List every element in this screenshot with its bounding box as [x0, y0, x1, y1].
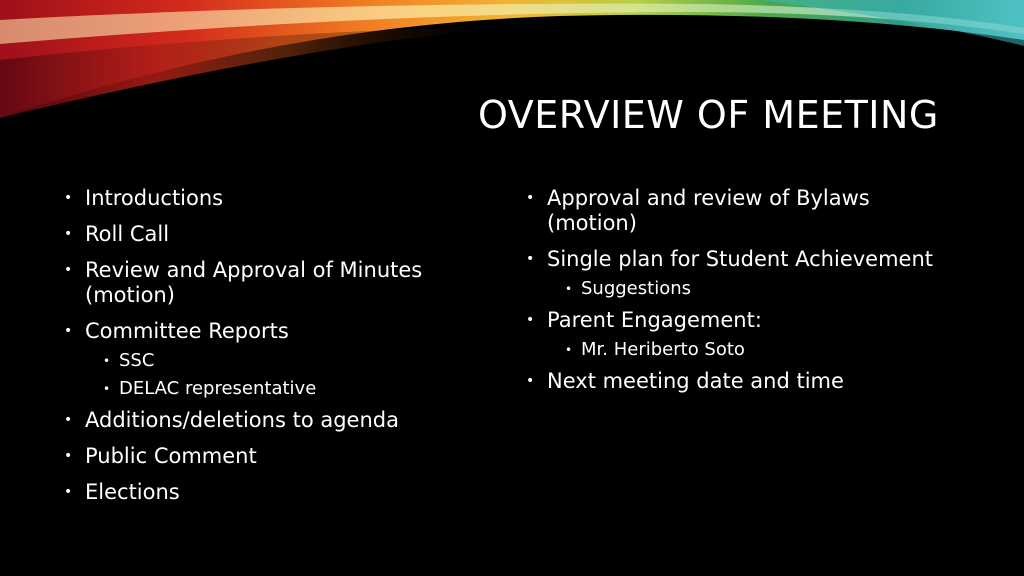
bullet-icon: •: [526, 251, 535, 267]
bullet-icon: •: [526, 373, 535, 389]
list-item-label: Additions/deletions to agenda: [85, 408, 399, 432]
sub-list: [547, 339, 944, 361]
list-item: [62, 258, 482, 308]
list-item: [62, 222, 482, 247]
list-item-label: Introductions: [85, 186, 224, 210]
bullet-icon: •: [64, 448, 73, 464]
list-item: [62, 444, 482, 469]
list-item-label: Next meeting date and time: [547, 369, 844, 393]
bullet-icon: •: [526, 190, 535, 206]
list-item-label: Single plan for Student Achievement: [547, 247, 934, 271]
sub-list-item: [565, 339, 944, 361]
list-item: [62, 408, 482, 433]
sub-list: [547, 278, 944, 300]
sub-list-item: [103, 350, 482, 372]
bullet-icon: •: [64, 412, 73, 428]
list-item: [524, 308, 944, 361]
bullet-icon: •: [64, 323, 73, 339]
list-item-label: Public Comment: [85, 444, 257, 468]
sub-list-item-label: SSC: [119, 350, 155, 371]
list-item: [62, 480, 482, 505]
list-item-label: Committee Reports: [85, 319, 289, 343]
list-item: [524, 186, 944, 236]
right-bullet-list: [524, 186, 944, 405]
list-item-label: Parent Engagement:: [547, 308, 762, 332]
sub-list-item-label: Suggestions: [581, 278, 691, 299]
bullet-icon: •: [64, 484, 73, 500]
bullet-icon: •: [526, 312, 535, 328]
sub-list-item: [103, 378, 482, 400]
list-item: [524, 247, 944, 300]
list-item: [62, 319, 482, 400]
sub-list-item: [565, 278, 944, 300]
bullet-icon: •: [565, 282, 573, 296]
bullet-icon: •: [565, 343, 573, 357]
slide-title: OVERVIEW OF MEETING: [478, 93, 939, 137]
list-item: [524, 369, 944, 394]
bullet-icon: •: [64, 262, 73, 278]
sub-list-item-label: DELAC representative: [119, 378, 317, 399]
bullet-icon: •: [103, 382, 111, 396]
list-item: [62, 186, 482, 211]
list-item-label: Approval and review of Bylaws (motion): [547, 186, 870, 235]
sub-list-item-label: Mr. Heriberto Soto: [581, 339, 745, 360]
list-item-label: Review and Approval of Minutes (motion): [85, 258, 423, 307]
sub-list: [85, 350, 482, 400]
list-item-label: Roll Call: [85, 222, 170, 246]
bullet-icon: •: [103, 354, 111, 368]
bullet-icon: •: [64, 190, 73, 206]
left-bullet-list: [62, 186, 482, 516]
list-item-label: Elections: [85, 480, 180, 504]
bullet-icon: •: [64, 226, 73, 242]
